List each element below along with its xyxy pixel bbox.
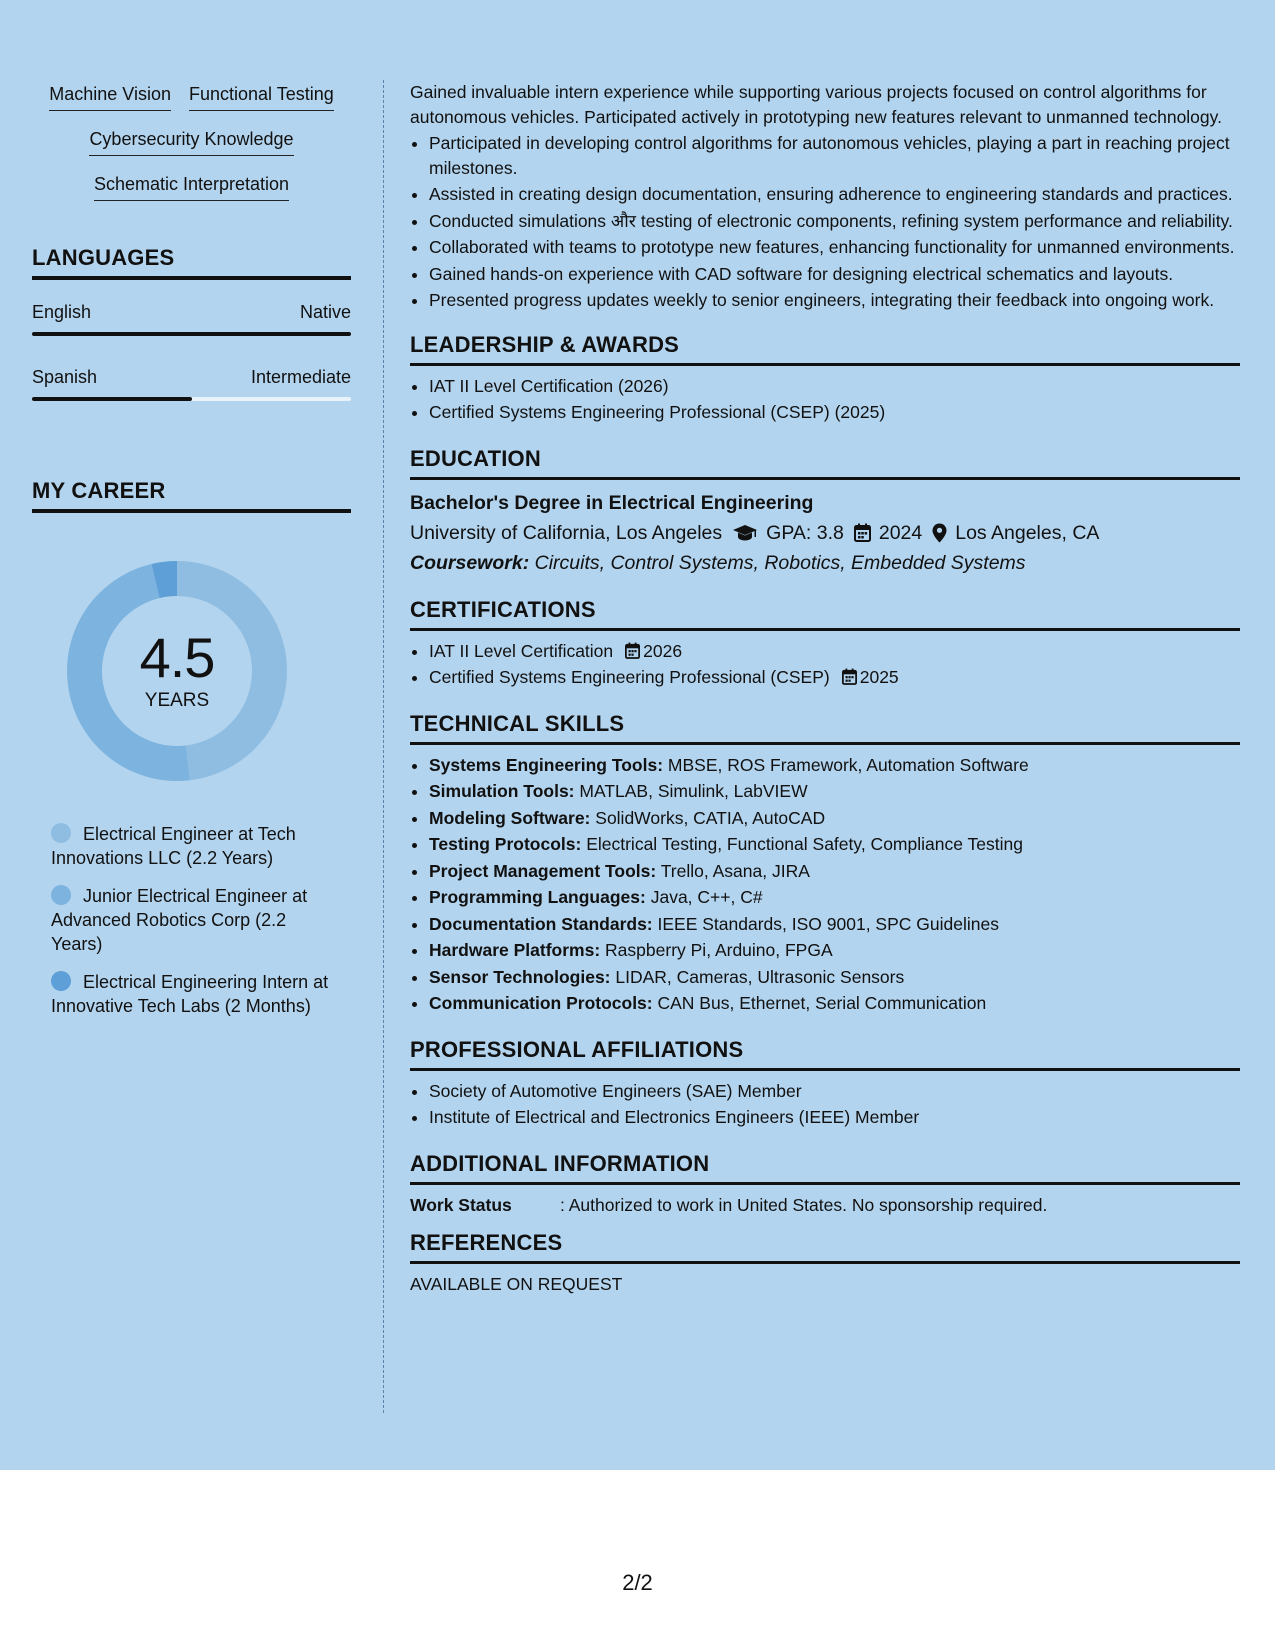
language-proficiency-bar [32,332,351,336]
education-year: 2024 [878,521,923,544]
career-legend-label: Electrical Engineer at Tech Innovations LLC (2.2 Years) [51,824,296,868]
skill-category: Testing Protocols: [429,834,582,854]
certification-name: IAT II Level Certification [429,640,614,661]
affiliations-title: PROFESSIONAL AFFILIATIONS [410,1036,1240,1071]
skill-values: Java, C++, C# [650,887,763,907]
career-legend-label: Electrical Engineering Intern at Innovative Tech Labs (2 Months) [51,972,329,1016]
education-location: Los Angeles, CA [955,521,1100,544]
skill-values: Raspberry Pi, Arduino, FPGA [605,940,833,960]
career-title: MY CAREER [32,478,351,513]
education-coursework [410,548,1240,578]
affiliation-item: • Institute of Electrical and Electronics Engineers (IEEE) Member [429,1105,1240,1130]
career-legend-label: Junior Electrical Engineer at Advanced Robotics Corp (2.2 Years) [51,886,308,954]
skill-category: Hardware Platforms: [429,940,601,960]
leadership-item: • IAT II Level Certification (2026) [429,374,1240,399]
experience-intro: Gained invaluable intern experience while supporting various projects focused on control algorithms for autonomous vehicles. Participated actively in prototyping new features relevant to unmanned technology. [410,82,1222,127]
education-gpa: GPA: 3.8 [766,521,844,544]
work-status-label: Work Status [410,1194,512,1215]
skill-item [429,991,1240,1016]
skill-category: Systems Engineering Tools: [429,754,664,775]
skill-values: IEEE Standards, ISO 9001, SPC Guidelines [657,913,999,934]
skill-category: Modeling Software: [429,807,591,828]
language-level: Native [299,302,351,322]
legend-dot-icon [51,971,71,991]
skill-item [429,965,1240,990]
legend-dot-icon [51,823,71,843]
experience-bullet: • Presented progress updates weekly to senior engineers, integrating their feedback into ongoing work. [429,288,1240,313]
career-total [62,556,292,786]
skill-values: CAN Bus, Ethernet, Serial Communication [657,993,987,1013]
map-pin-icon [932,523,947,543]
education-degree: Bachelor's Degree in Electrical Engineering [410,491,814,514]
calendar-icon [854,523,871,542]
skill-item [429,806,1240,831]
left-column [32,80,351,1032]
experience-bullet: • Gained hands-on experience with CAD software for designing electrical schematics and layouts. [429,262,1240,287]
references-text: AVAILABLE ON REQUEST [410,1274,623,1294]
certification-item [429,665,1240,690]
right-column [410,80,1240,1297]
career-legend-item [51,884,331,956]
references-title: REFERENCES [410,1229,1240,1264]
skill-tag: Schematic Interpretation [94,170,289,201]
language-proficiency-bar [32,397,351,401]
certification-year: 2026 [643,640,683,661]
legend-dot-icon [51,885,71,905]
skill-values: SolidWorks, CATIA, AutoCAD [595,807,826,828]
skill-item [429,832,1240,857]
career-legend [32,822,331,1018]
skill-item [429,859,1240,884]
career-total-unit: YEARS [144,690,210,711]
technical-skills-list [410,753,1240,1016]
experience-bullet: • Participated in developing control algorithms for autonomous vehicles, playing a part in reaching project milestones. [429,131,1240,180]
additional-info-title: ADDITIONAL INFORMATION [410,1150,1240,1185]
certification-item [429,639,1240,664]
skill-category: Programming Languages: [429,887,646,907]
leadership-item: • Certified Systems Engineering Professional (CSEP) (2025) [429,400,1240,425]
skill-item [429,885,1240,910]
skill-tag: Machine Vision [49,80,171,111]
experience-bullet: • Assisted in creating design documentation, ensuring adherence to engineering standards and practices. [429,182,1240,207]
skill-item [429,753,1240,778]
skill-category: Simulation Tools: [429,781,575,801]
skill-tags [32,80,351,215]
graduation-cap-icon [732,524,758,542]
coursework-value: Circuits, Control Systems, Robotics, Embedded Systems [534,551,1026,574]
language-proficiency-fill [32,397,192,401]
technical-skills-title: TECHNICAL SKILLS [410,710,1240,745]
career-total-value: 4.5 [139,626,215,689]
languages-title: LANGUAGES [32,245,351,280]
column-divider [383,80,384,1413]
language-item [32,367,351,401]
skill-tag: Cybersecurity Knowledge [89,125,293,156]
leadership-list [410,374,1240,425]
certification-year: 2025 [859,667,899,687]
skill-values: MATLAB, Simulink, LabVIEW [579,781,808,801]
coursework-label: Coursework: [410,551,530,574]
skill-category: Sensor Technologies: [429,966,611,987]
language-proficiency-fill [32,332,351,336]
certifications-list [410,639,1240,690]
certifications-title: CERTIFICATIONS [410,596,1240,631]
skill-item [429,938,1240,963]
skill-category: Documentation Standards: [429,913,653,934]
career-legend-item [51,970,331,1018]
skill-category: Project Management Tools: [429,860,657,881]
skill-tag: Functional Testing [189,80,334,111]
skill-item [429,779,1240,804]
work-status-row [410,1193,1240,1218]
work-status-value: : Authorized to work in United States. No sponsorship required. [560,1194,1048,1215]
career-legend-item [51,822,331,870]
experience-bullets [410,131,1240,313]
skill-item [429,912,1240,937]
language-name: English [32,302,92,322]
career-donut-chart [62,556,292,786]
leadership-title: LEADERSHIP & AWARDS [410,331,1240,366]
calendar-icon [625,642,640,659]
skill-values: LIDAR, Cameras, Ultrasonic Sensors [615,966,905,987]
language-level: Intermediate [250,367,351,387]
skill-values: MBSE, ROS Framework, Automation Software [667,754,1029,775]
certification-name: Certified Systems Engineering Professional (CSEP) [429,667,830,687]
calendar-icon [842,668,857,685]
experience-bullet: • Conducted simulations और testing of electronic components, refining system performance and reliability. [429,209,1240,234]
page-number: 2/2 [622,1570,653,1595]
skill-values: Trello, Asana, JIRA [660,860,810,881]
language-name: Spanish [32,367,98,387]
experience-bullet: • Collaborated with teams to prototype new features, enhancing functionality for unmanned environments. [429,235,1240,260]
education-school: University of California, Los Angeles [410,521,723,544]
skill-category: Communication Protocols: [429,993,653,1013]
education-title: EDUCATION [410,445,1240,480]
affiliation-item: • Society of Automotive Engineers (SAE) Member [429,1079,1240,1104]
skill-values: Electrical Testing, Functional Safety, Compliance Testing [586,834,1023,854]
language-item [32,302,351,336]
education-meta [410,518,1240,548]
affiliations-list [410,1079,1240,1130]
